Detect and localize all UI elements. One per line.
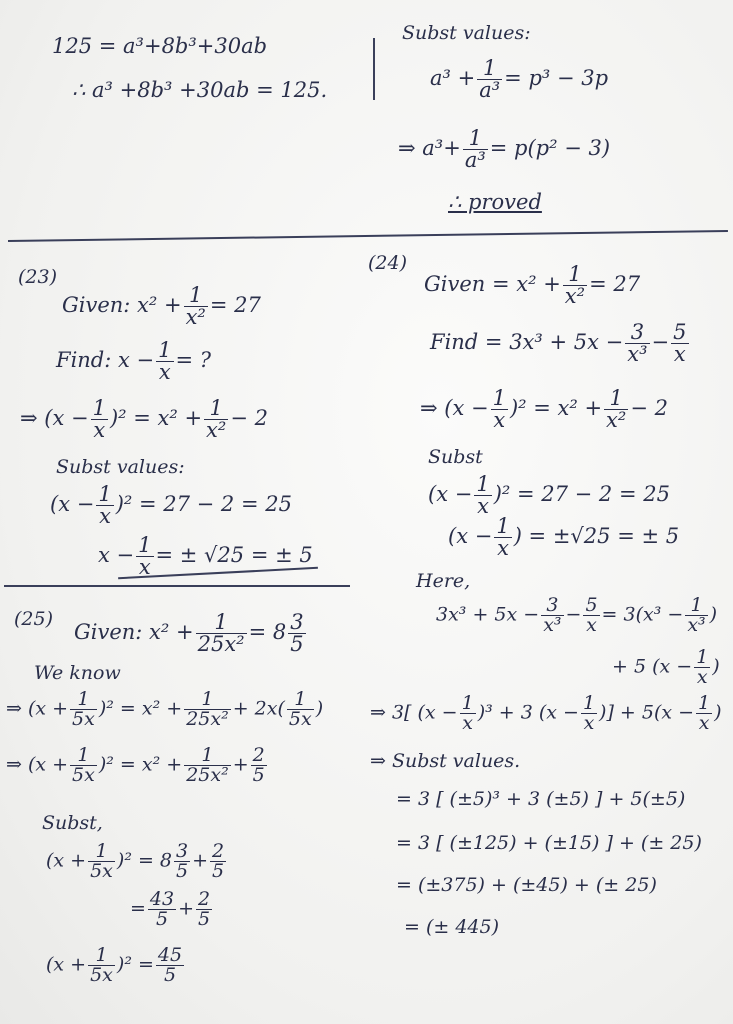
q25-result: (x + $\frac{1}{5x}$ )² = $\frac{45}{5}$ xyxy=(46,944,183,986)
top-line-1: 125 = a³+8b³+30ab xyxy=(52,34,268,58)
q23-identity: ⇒ (x − $\frac{1}{x}$ )² = x² + $\frac{1}{\text{x²}}$ − 2 xyxy=(20,396,268,442)
q24-eval-4: = (± 445) xyxy=(404,916,500,938)
vertical-divider-top xyxy=(373,38,375,100)
horizontal-divider-top xyxy=(8,230,728,242)
q24-here-2: + 5 (x − $\frac{1}{x}$ ) xyxy=(612,646,720,688)
q25-subst: Subst, xyxy=(42,812,103,834)
top-proved: ∴ proved xyxy=(448,190,542,214)
q24-eval-3: = (±375) + (±45) + (± 25) xyxy=(396,874,657,896)
top-line-2: ∴ a³ +8b³ +30ab = 125. xyxy=(72,78,328,102)
top-eq-1: a³ + $\frac{1}{\text{a³}}$ = p³ − 3p xyxy=(430,56,609,102)
q23-subst-2: x − $\frac{1}{x}$ = ± √25 = ± 5 xyxy=(98,533,313,579)
q24-eval-2: = 3 [ (±125) + (±15) ] + (± 25) xyxy=(396,832,702,854)
q23-subst-title: Subst values: xyxy=(56,456,185,478)
q25-known-1: ⇒ (x + $\frac{1}{5x}$ )² = x² + $\frac{1}{\text{25x²}}$ + 2x( $\frac{1}{5x}$ ) xyxy=(6,688,324,730)
q23-find: Find: x − $\frac{1}{x}$ = ? xyxy=(56,338,212,384)
q24-find: Find = 3x³ + 5x − $\frac{3}{\text{x³}}$ − $\frac{5}{x}$ xyxy=(430,320,687,366)
q23-subst-1: (x − $\frac{1}{x}$ )² = 27 − 2 = 25 xyxy=(50,482,292,528)
q24-subst-2: (x − $\frac{1}{x}$ ) = ±√25 = ± 5 xyxy=(448,514,680,560)
q24-given: Given = x² + $\frac{1}{\text{x²}}$ = 27 xyxy=(424,262,641,308)
q25-subst-2: = $\frac{43}{5}$ + $\frac{2}{5}$ xyxy=(130,888,211,930)
q24-here: Here, xyxy=(416,570,471,592)
q23-given: Given: x² + $\frac{1}{\text{x²}}$ = 27 xyxy=(62,283,261,329)
q25-weknow: We know xyxy=(34,662,121,684)
q24-eval-1: = 3 [ (±5)³ + 3 (±5) ] + 5(±5) xyxy=(396,788,686,810)
q24-identity: ⇒ (x − $\frac{1}{x}$ )² = x² + $\frac{1}{\text{x²}}$ − 2 xyxy=(420,386,668,432)
q24-expand: ⇒ 3[ (x − $\frac{1}{x}$ )³ + 3 (x − $\frac{1}{x}$ )] + 5(x − $\frac{1}{x}$ ) xyxy=(370,692,722,734)
q24-subst-title: Subst xyxy=(428,446,483,468)
top-eq-2: ⇒ a³+ $\frac{1}{\text{a³}}$ = p(p² − 3) xyxy=(398,126,611,172)
q24-subst-values: ⇒ Subst values. xyxy=(370,750,521,772)
q23-number: (23) xyxy=(18,266,58,288)
q25-given: Given: x² + $\frac{1}{\text{25x²}}$ = 8 $\frac{3}{5}$ xyxy=(74,610,304,656)
q25-subst-1: (x + $\frac{1}{5x}$ )² = 8 $\frac{3}{5}$ + $\frac{2}{5}$ xyxy=(46,840,225,882)
q24-here-1: 3x³ + 5x − $\frac{3}{\text{x³}}$ − $\frac{5}{x}$ = 3(x³ − $\frac{1}{\text{x³}}$ ) xyxy=(436,594,718,636)
q25-number: (25) xyxy=(14,608,54,630)
q24-subst-1: (x − $\frac{1}{x}$ )² = 27 − 2 = 25 xyxy=(428,472,670,518)
q25-known-2: ⇒ (x + $\frac{1}{5x}$ )² = x² + $\frac{1}{\text{25x²}}$ + $\frac{2}{5}$ xyxy=(6,744,265,786)
horizontal-divider-left xyxy=(4,585,350,587)
q24-number: (24) xyxy=(368,252,408,274)
top-subst-title: Subst values: xyxy=(402,22,531,44)
